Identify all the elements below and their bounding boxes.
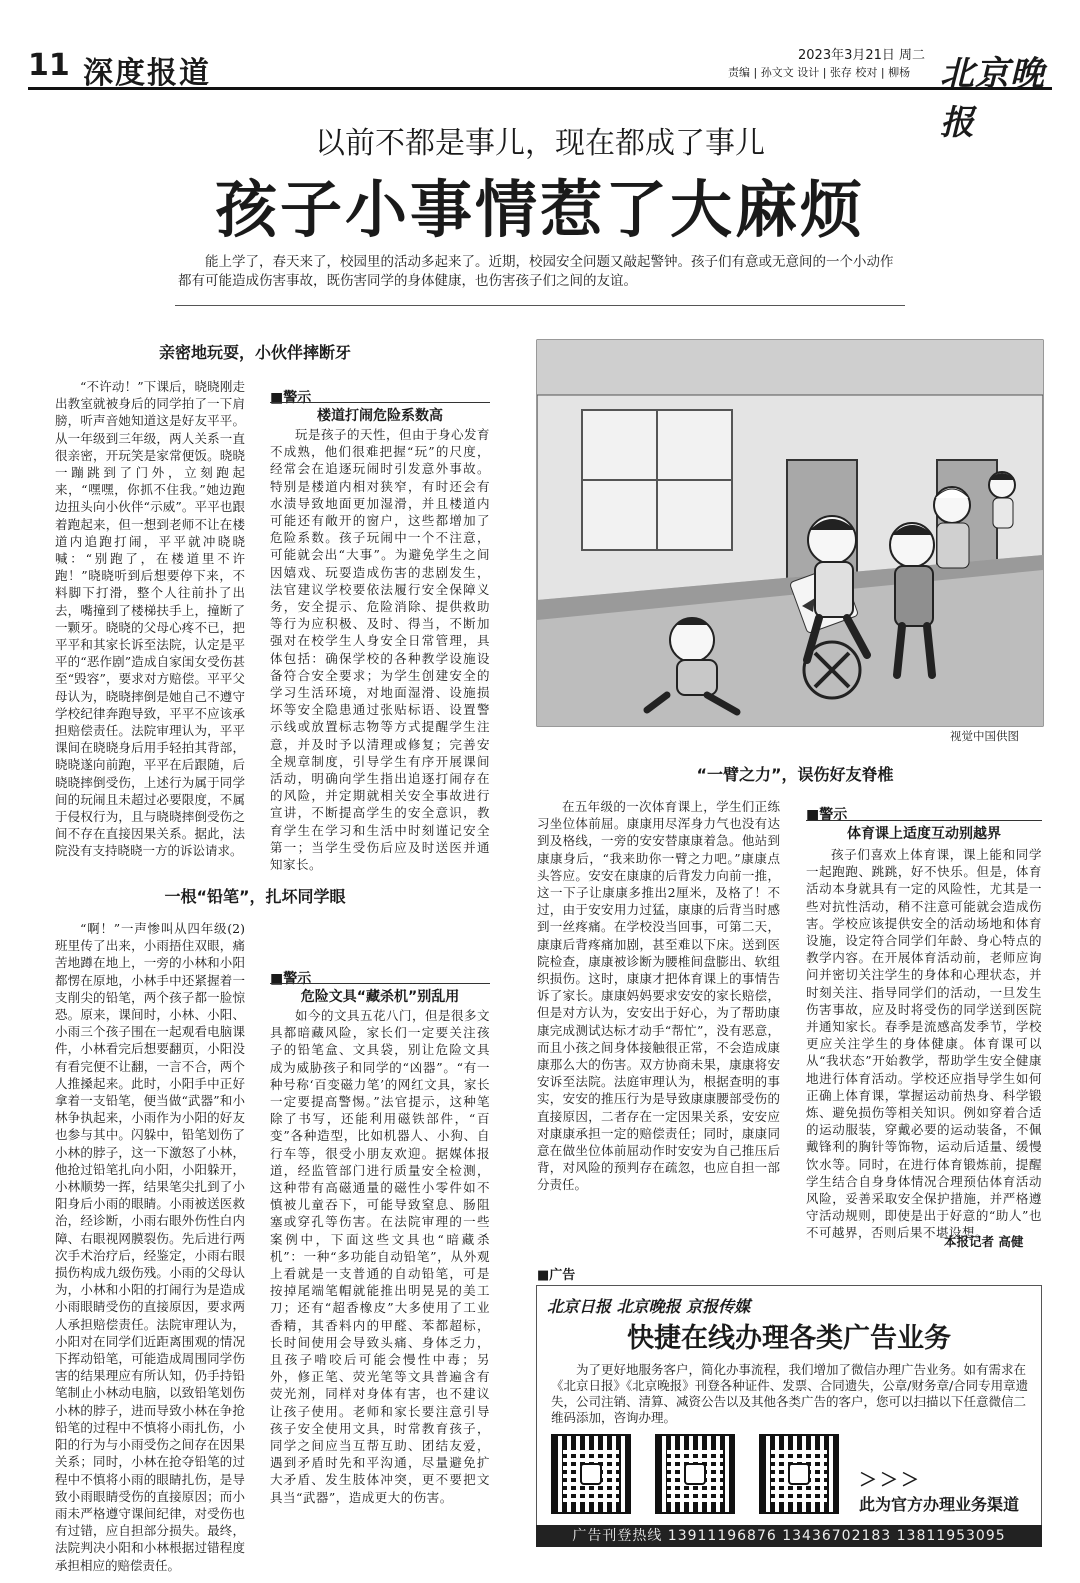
ad-box	[536, 1285, 1042, 1547]
story2-subhead: 一根“铅笔”，扎坏同学眼	[164, 887, 346, 906]
ad-hotline-strip: 广告刊登热线 13911196876 13436702183 13811953095	[536, 1525, 1042, 1547]
ad-official-channel: 此为官方办理业务渠道	[859, 1495, 1020, 1514]
story1-body: “不许动！”下课后，晓晓刚走出教室就被身后的同学拍了一下肩膀，听声音她知道这是好友平平。从一年级到三年级，两人关系一直很亲密，开玩笑是家常便饭。晓晓一蹦跳到了门外，立刻跑起来，“嘿嘿，你抓不住我。”她边跑边扭头向小伙伴“示威”。平平也跟着跑起来，但一想到老师不让在楼道内追跑打闹，平平就冲晓晓喊：“别跑了，在楼道里不许跑！”晓晓听到后想要停下来，不料脚下打滑，整个人往前扑了出去，嘴撞到了楼梯扶手上，撞断了一颗牙。晓晓的父母心疼不已，把平平和其家长诉至法院，认定是平平的“恶作剧”造成自家闺女受伤甚至“毁容”，要求对方赔偿。平平父母认为，晓晓摔倒是她自己不遵守学校纪律奔跑导致，平平不应该承担赔偿责任。法院审理认为，平平课间在晓晓身后用手轻拍其背部，晓晓遂向前跑，平平在后跟随，后晓晓摔倒受伤，上述行为属于同学间的玩闹且未超过必要限度，不属于侵权行为，且与晓晓摔倒受伤之间不存在直接因果关系。据此，法院没有支持晓晓一方的诉讼请求。	[55, 379, 245, 859]
wechat-qr-code-3[interactable]	[759, 1434, 839, 1514]
issue-date: 2023年3月21日 周二	[798, 48, 926, 63]
story3-warning-title: 体育课上适度互动别越界	[806, 820, 1042, 843]
story3-subhead: “一臂之力”，误伤好友脊椎	[696, 765, 894, 784]
lead-paragraph: 能上学了，春天来了，校园里的活动多起来了。近期，校园安全问题又敲起警钟。孩子们有意或无意间的一个小动作都有可能造成伤害事故，既伤害同学的身体健康，也伤害孩子们之间的友谊。	[178, 254, 894, 289]
story2-warning-body: 如今的文具五花八门，但是很多文具都暗藏风险，家长们一定要关注孩子的铅笔盒、文具袋，别让危险文具成为威胁孩子和同学的“凶器”。“有一种号称‘百变磁力笔’的网红文具，家长一定要提高警惕。”法官提示，这种笔除了书写，还能利用磁铁部件，“百变”各种造型，比如机器人、小狗、自行车等，很受小朋友欢迎。据媒体报道，经监管部门进行质量安全检测，这种带有高磁通量的磁性小零件如不慎被儿童吞下，可能导致窒息、肠阻塞或穿孔等伤害。在法院审理的一些案例中，下面这些文具也“暗藏杀机”：一种“多功能自动铅笔”，从外观上看就是一支普通的自动铅笔，可是按掉尾端笔帽就能推出明晃晃的美工刀；还有“超香橡皮”大多使用了工业香精，其香料内的甲醛、苯都超标，长时间使用会导致头痛、身体乏力，且孩子啃咬后可能会慢性中毒；另外，修正笔、荧光笔等文具普遍含有荧光剂，同样对身体有害，也不建议让孩子使用。老师和家长要注意引导孩子安全使用文具，时常教育孩子，同学之间应当互帮互助、团结友爱，遇到矛盾时先和平沟通，尽量避免扩大矛盾、发生肢体冲突，更不要把文具当“武器”，造成更大的伤害。	[270, 1008, 491, 1505]
wechat-qr-code-2[interactable]	[655, 1434, 735, 1514]
story2-warning-label: ■警示	[270, 971, 312, 987]
paper-logo: 北京晚报	[940, 54, 1045, 143]
story1-warning-title: 楼道打闹危险系数高	[270, 402, 490, 425]
story2-warning-title: 危险文具“藏杀机”别乱用	[270, 983, 490, 1006]
story3-warning-label: ■警示	[806, 807, 848, 823]
story3-byline: 本报记者 高健	[944, 1234, 1024, 1249]
editor-credits: 责编 | 孙文文 设计 | 张存 校对 | 柳杨	[728, 66, 911, 79]
wechat-qr-code-1[interactable]	[551, 1434, 631, 1514]
story1-subhead: 亲密地玩耍，小伙伴摔断牙	[158, 343, 351, 362]
main-headline: 孩子小事情惹了大麻烦	[214, 173, 865, 246]
illustration-kids-running-corridor	[537, 340, 1043, 726]
section-title: 深度报道	[83, 56, 211, 91]
page-number: 11	[28, 48, 70, 83]
story3-warning-body: 孩子们喜欢上体育课，课上能和同学一起跑跑、跳跳，好不快乐。但是，体育活动本身就具有一定的风险性，尤其是一些对抗性活动，稍不注意可能就会造成伤害。学校应该提供安全的活动场地和体育设施，设定符合同学们年龄、身心特点的教学内容。在开展体育活动前，老师应询问并密切关注学生的身体和心理状态，并时刻关注、指导同学们的活动，一旦发生伤害事故，应及时将受伤的同学送到医院并通知家长。春季是流感高发季节，学校更应关注学生的身体健康。体育课可以从“我状态”开始教学，帮助学生安全健康地进行体育活动。学校还应指导学生如何正确上体育课，掌握运动前热身、科学锻炼、避免损伤等相关知识。例如穿着合适的运动服装，穿戴必要的运动装备，不佩戴锋利的胸针等饰物，运动后适量、缓慢饮水等。同时，在进行体育锻炼前，提醒学生结合自身身体情况合理预估体育活动风险，妥善采取安全保护措施，并严格遵守活动规则，即使是出于好意的“助人”也不可越界，否则后果不堪设想。	[806, 847, 1042, 1241]
story1-warning-body: 玩是孩子的天性，但由于身心发育不成熟，他们很难把握“玩”的尺度，经常会在追逐玩闹时引发意外事故。特别是楼道内相对狭窄，有时还会有水渍导致地面更加湿滑，并且楼道内可能还有敞开的窗户，这些都增加了危险系数。孩子玩闹中一个不注意，可能就会出“大事”。为避免学生之间因嬉戏、玩耍造成伤害的悲剧发生，法官建议学校要依法履行安全保障义务，安全提示、危险消除、提供救助等行为应积极、及时、得当，不断加强对在校学生人身安全日常管理，具体包括：确保学校的各种教学设施设备符合安全要求；为学生创建安全的学习生活环境，对地面湿滑、设施损坏等安全隐患通过张贴标语、设置警示线或放置标志物等方式提醒学生注意，并及时予以清理或修复；完善安全规章制度，引导学生有序开展课间活动，明确向学生指出追逐打闹存在的风险，并定期就相关安全事故进行宣讲，不断提高学生的安全意识，教育学生在学习和生活中时刻谨记安全第一；当学生受伤后应及时送医并通知家长。	[270, 427, 491, 873]
story2-body: “啊！”一声惨叫从四年级(2)班里传了出来，小雨捂住双眼，痛苦地蹲在地上，一旁的小林和小阳都愣在原地，小林手中还紧握着一支削尖的铅笔，两个孩子都一脸惊恐。原来，课间时，小林、小阳、小雨三个孩子围在一起观看电脑课件，小林看完后想要翻页，小阳没有看完便不让翻，一言不合，两个人推搡起来。此时，小阳手中正好拿着一支铅笔，便当做“武器”和小林争执起来，小雨作为小阳的好友也参与其中。闪躲中，铅笔划伤了小林的脖子，这一下激怒了小林，他抢过铅笔扎向小阳，小阳躲开，小林顺势一挥，结果笔尖扎到了小阳身后小雨的眼睛。小雨被送医救治，经诊断，小雨右眼外伤性白内障、右眼视网膜裂伤。先后进行两次手术治疗后，经鉴定，小雨右眼损伤构成九级伤残。小雨的父母认为，小林和小阳的打闹行为是造成小雨眼睛受伤的直接原因，要求两人承担赔偿责任。法院审理认为，小阳对在同学们近距离围观的情况下挥动铅笔，可能造成周围同学伤害的结果理应有所认知，仍手持铅笔制止小林动电脑，以致铅笔划伤小林的脖子，进而导致小林在争抢铅笔的过程中不慎将小雨扎伤，小阳的行为与小雨受伤之间存在因果关系；同时，小林在抢夺铅笔的过程中不慎将小雨的眼睛扎伤，是导致小雨眼睛受伤的直接原因；而小雨未严格遵守课间纪律，对受伤也有过错，应自担部分损失。最终，法院判决小阳和小林根据过错程度承担相应的赔偿责任。	[55, 921, 245, 1573]
lead-divider	[175, 305, 905, 306]
masthead	[28, 38, 1052, 143]
ad-body: 为了更好地服务客户，简化办事流程，我们增加了微信办理广告业务。如有需求在《北京日报》《北京晚报》刊登各种证件、发票、合同遗失，公章/财务章/合同专用章遗失，公司注销、清算、减资公告以及其他各类广告的客户，您可以扫描以下任意微信二维码添加，咨询办理。	[551, 1362, 1029, 1425]
ad-arrows: ＞＞＞	[859, 1470, 922, 1491]
story1-warning-label: ■警示	[270, 390, 312, 406]
story3-body: 在五年级的一次体育课上，学生们正练习坐位体前屈。康康用尽浑身力气也没有达到及格线，一旁的安安替康康着急。他站到康康身后，“我来助你一臂之力吧。”康康点头答应。安安在康康的后背发力向前一推，这一下子让康康多推出2厘米，及格了！不过，由于安安用力过猛，康康的后背当时感到一丝疼痛。在学校没当回事，可第二天，康康后背疼痛加剧，甚至难以下床。送到医院检查，康康被诊断为腰椎间盘膨出、软组织损伤。这时，康康才把体育课上的事情告诉了家长。康康妈妈要求安安的家长赔偿，但是对方认为，安安出于好心，为了帮助康康完成测试达标才动手“帮忙”，没有恶意，而且小孩之间身体接触很正常，不会造成康康那么大的伤害。双方协商未果，康康将安安诉至法院。法庭审理认为，根据查明的事实，安安的推压行为是导致康康腰部受伤的直接原因，二者存在一定因果关系，安安应对康康承担一定的赔偿责任；同时，康康同意在做坐位体前屈动作时安安为自己推压后背，对风险的预判存在疏忽，也应自担一部分责任。	[537, 799, 780, 1193]
ad-label: ■广告	[537, 1268, 576, 1283]
ad-publisher-logos: 北京日报 北京晚报 京报传媒	[547, 1297, 751, 1316]
illustration-credit: 视觉中国供图	[950, 729, 1019, 743]
ad-title: 快捷在线办理各类广告业务	[627, 1323, 951, 1354]
headline-kicker: 以前不都是事儿，现在都成了事儿	[315, 126, 765, 161]
